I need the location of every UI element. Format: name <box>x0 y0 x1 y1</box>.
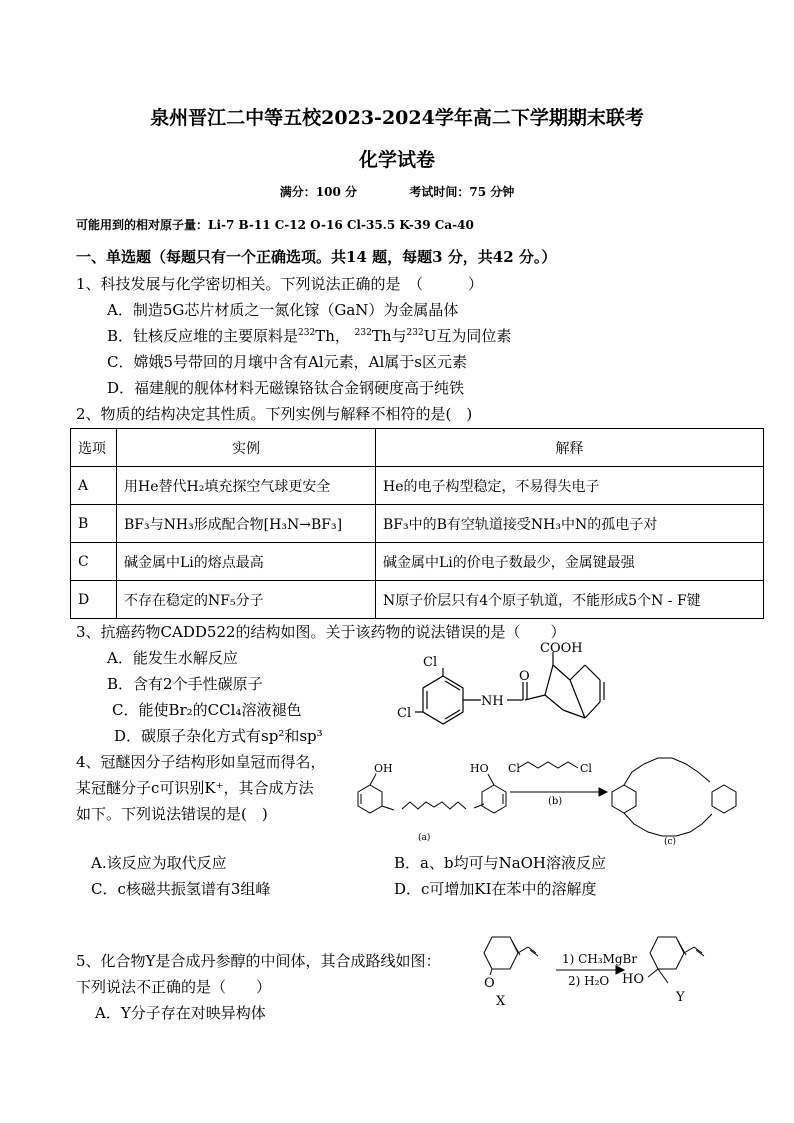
q3-option-d: D．碳原子杂化方式有sp²和sp³ <box>114 727 323 745</box>
compound-a-label: (a) <box>418 833 431 843</box>
q4-option-b: B．a、b均可与NaOH溶液反应 <box>394 854 607 872</box>
table-row: B BF₃与NH₃形成配合物[H₃N→BF₃] BF₃中的B有空轨道接受NH₃中N的孤电子对 <box>71 505 764 543</box>
chlorine-label: Cl <box>508 762 520 775</box>
compound-c-label: (c) <box>664 837 677 847</box>
q3-option-b: B．含有2个手性碳原子 <box>107 675 263 693</box>
chlorine-label: Cl <box>580 762 592 775</box>
step-2-label: 2) H₂O <box>568 974 610 988</box>
table-row: A 用He替代H₂填充探空气球更安全 He的电子构型稳定，不易得失电子 <box>71 467 764 505</box>
full-score: 满分：100 分 <box>279 185 357 199</box>
q2-stem: 2、物质的结构决定其性质。下列实例与解释不相符的是( ) <box>76 405 473 423</box>
q3-option-a: A．能发生水解反应 <box>107 649 238 667</box>
q1-option-a: A．制造5G芯片材质之一氮化镓（GaN）为金属晶体 <box>107 301 459 319</box>
q3-option-c: C．能使Br₂的CCl₄溶液褪色 <box>112 701 302 719</box>
hydroxyl-label: HO <box>622 972 644 987</box>
cadd522-structure <box>395 640 635 750</box>
page-subtitle: 化学试卷 <box>358 149 435 171</box>
atomic-masses: 可能用到的相对原子量：Li-7 B-11 C-12 O-16 Cl-35.5 K-39 Ca-40 <box>76 218 474 232</box>
q4-stem-line2: 某冠醚分子c可识别K⁺，其合成方法 <box>76 779 314 797</box>
q4-option-a: A.该反应为取代反应 <box>91 854 227 872</box>
q2-table <box>70 428 764 619</box>
q1-stem: 1、科技发展与化学密切相关。下列说法正确的是 （ ） <box>76 275 484 293</box>
compound-y-synthesis <box>472 925 732 1010</box>
chlorine-label: Cl <box>423 655 438 670</box>
q4-option-d: D．c可增加KI在苯中的溶解度 <box>394 880 597 898</box>
hydroxyl-label: HO <box>470 762 489 775</box>
q1-option-c: C．嫦娥5号带回的月壤中含有Al元素，Al属于s区元素 <box>107 353 467 371</box>
q4-option-c: C．c核磁共振氢谱有3组峰 <box>91 880 271 898</box>
q5-stem-line2: 下列说法不正确的是（ ） <box>76 978 272 996</box>
crown-ether-synthesis <box>352 752 742 847</box>
chlorine-label: Cl <box>397 706 412 721</box>
exam-meta <box>0 183 794 200</box>
table-row: D 不存在稳定的NF₅分子 N原子价层只有4个原子轨道，不能形成5个N - F键 <box>71 581 764 619</box>
cooh-label: COOH <box>540 641 583 656</box>
oxygen-label: O <box>519 669 530 684</box>
nh-label: NH <box>481 694 504 709</box>
compound-x-label: X <box>496 994 506 1009</box>
carbonyl-oxygen-label: O <box>484 976 495 991</box>
table-header-row <box>71 429 764 467</box>
header-example: 实例 <box>117 429 376 467</box>
q5-stem-line1: 5、化合物Y是合成丹参醇的中间体，其合成路线如图： <box>76 952 441 970</box>
q1-option-b: B．钍核反应堆的主要原料是$^{232}$Th， $^{232}$Th与$^{232}$U互为同位素 <box>107 327 512 345</box>
header-explanation: 解释 <box>376 429 764 467</box>
q4-stem-line3: 如下。下列说法错误的是( ) <box>76 805 268 823</box>
q1-option-d: D．福建舰的舰体材料无磁镍铬钛合金钢硬度高于纯铁 <box>107 379 465 397</box>
hydroxyl-label: OH <box>374 762 393 775</box>
q5-option-a: A．Y分子存在对映异构体 <box>95 1004 266 1022</box>
reagent-b-label: (b) <box>548 796 563 807</box>
q4-stem-line1: 4、冠醚因分子结构形如皇冠而得名， <box>76 753 326 771</box>
section-title: 一、单选题（每题只有一个正确选项。共14 题，每题3 分，共42 分。） <box>76 248 557 266</box>
step-1-label: 1) CH₃MgBr <box>562 952 638 966</box>
page-title: 泉州晋江二中等五校2023-2024学年高二下学期期末联考 <box>150 107 644 129</box>
compound-y-label: Y <box>676 990 685 1005</box>
q3-stem: 3、抗癌药物CADD522的结构如图。关于该药物的说法错误的是（ ） <box>76 623 566 641</box>
table-row: C 碱金属中Li的熔点最高 碱金属中Li的价电子数最少，金属键最强 <box>71 543 764 581</box>
exam-time: 考试时间：75 分钟 <box>409 185 515 199</box>
header-option: 选项 <box>71 429 117 467</box>
